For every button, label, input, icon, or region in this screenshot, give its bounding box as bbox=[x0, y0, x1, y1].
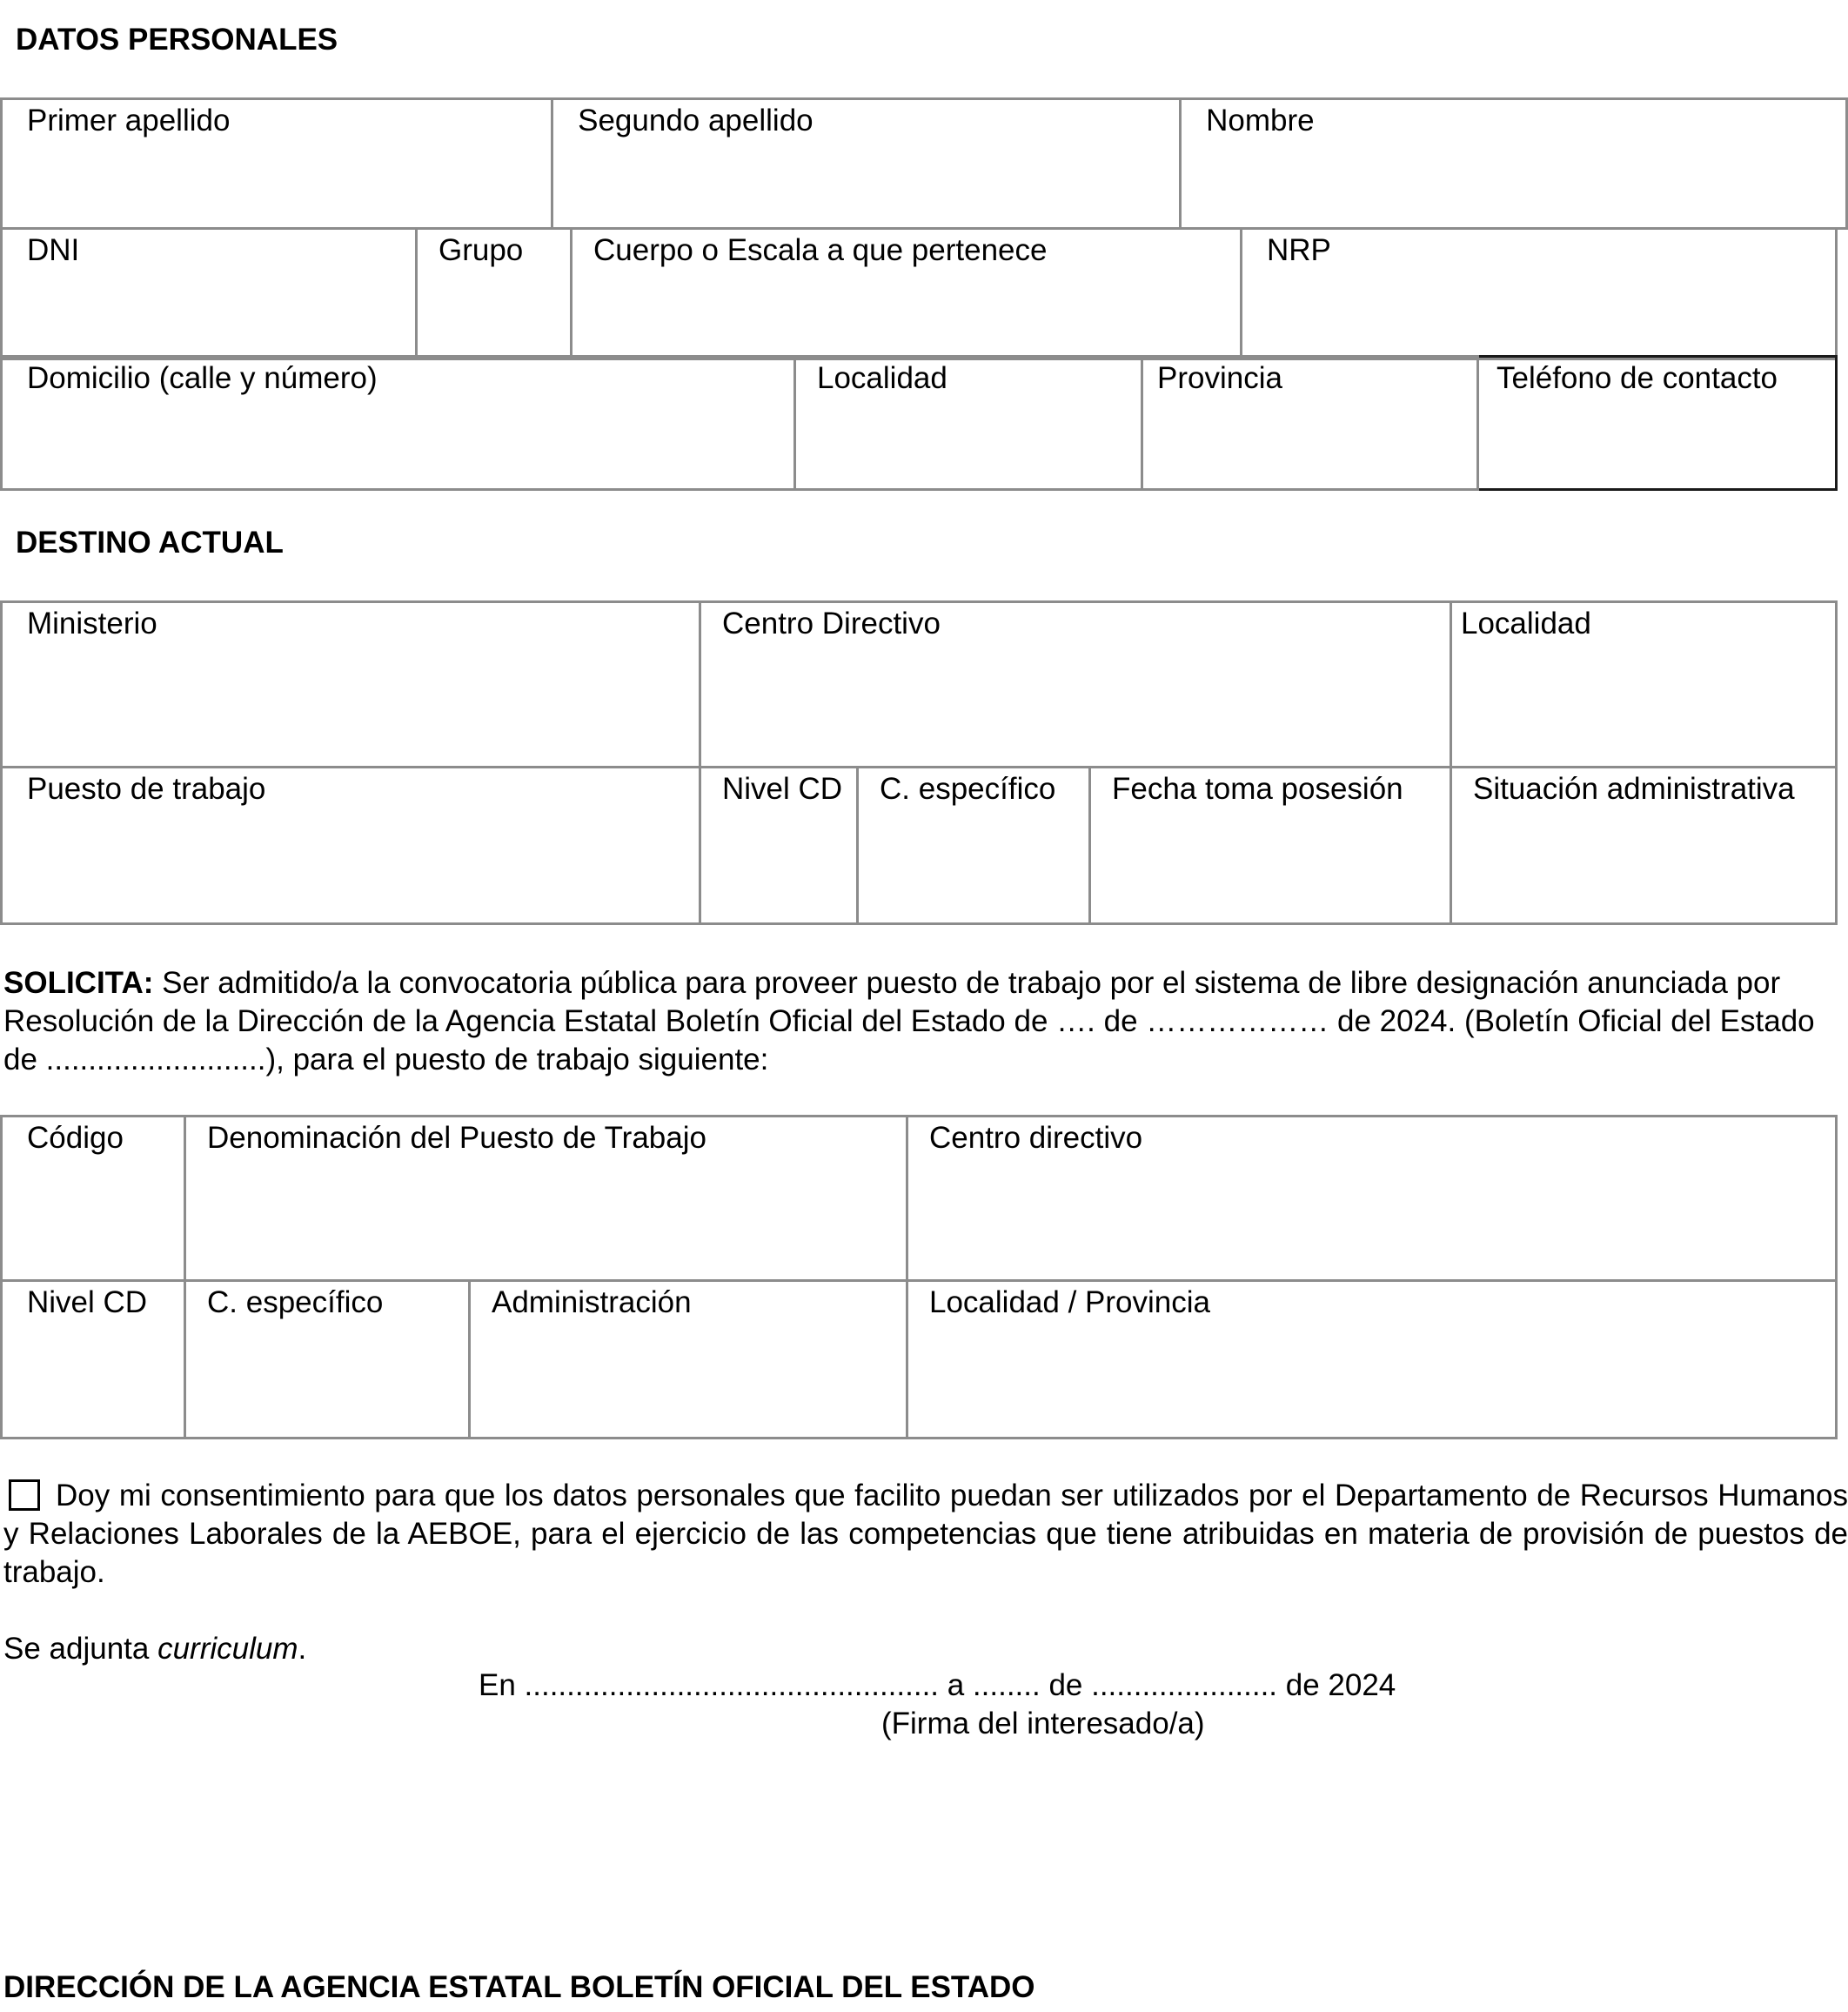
field-situacion[interactable] bbox=[1451, 768, 1837, 924]
label-primer-apellido: Primer apellido bbox=[27, 104, 231, 137]
label-nivel-cd: Nivel CD bbox=[722, 772, 843, 806]
label-centro-directivo: Centro Directivo bbox=[722, 607, 941, 640]
solicita-label: SOLICITA: bbox=[3, 966, 154, 1000]
attachment-line bbox=[3, 1630, 1848, 1668]
field-administracion[interactable] bbox=[470, 1281, 907, 1439]
field-grupo[interactable] bbox=[417, 229, 572, 359]
field-localidad-destino[interactable] bbox=[1451, 602, 1837, 768]
current-post-table bbox=[0, 600, 1838, 925]
label-situacion: Situación administrativa bbox=[1473, 772, 1795, 806]
label-c-especifico-puesto: C. específico bbox=[207, 1285, 384, 1319]
label-puesto-trabajo: Puesto de trabajo bbox=[27, 772, 266, 806]
personal-data-table bbox=[0, 97, 1848, 230]
field-segundo-apellido[interactable] bbox=[552, 99, 1181, 229]
field-primer-apellido[interactable] bbox=[2, 99, 552, 229]
label-centro-directivo-puesto: Centro directivo bbox=[929, 1121, 1143, 1155]
signature-place-date: En ................................................. a ........ de ...................... de 2024 bbox=[479, 1668, 1396, 1702]
field-nrp[interactable] bbox=[1242, 229, 1837, 359]
label-fecha-posesion: Fecha toma posesión bbox=[1112, 772, 1403, 806]
label-denominacion: Denominación del Puesto de Trabajo bbox=[207, 1121, 706, 1155]
label-nombre: Nombre bbox=[1206, 104, 1315, 137]
field-localidad[interactable] bbox=[795, 357, 1142, 490]
field-domicilio[interactable] bbox=[2, 357, 795, 490]
label-codigo: Código bbox=[27, 1121, 124, 1155]
label-ministerio: Ministerio bbox=[27, 607, 157, 640]
label-segundo-apellido: Segundo apellido bbox=[578, 104, 814, 137]
personal-data-table-row3 bbox=[0, 355, 1838, 491]
label-nivel-cd-puesto: Nivel CD bbox=[27, 1285, 148, 1319]
job-table bbox=[0, 1115, 1838, 1439]
label-telefono: Teléfono de contacto bbox=[1496, 361, 1778, 395]
field-centro-directivo-puesto[interactable] bbox=[907, 1117, 1837, 1281]
consent-paragraph bbox=[3, 1477, 1848, 1592]
field-centro-directivo[interactable] bbox=[700, 602, 1451, 768]
field-denominacion[interactable] bbox=[185, 1117, 907, 1281]
label-c-especifico: C. específico bbox=[880, 772, 1056, 806]
label-localidad-destino: Localidad bbox=[1461, 607, 1591, 640]
label-cuerpo: Cuerpo o Escala a que pertenece bbox=[593, 233, 1048, 267]
field-fecha-posesion[interactable] bbox=[1090, 768, 1451, 924]
label-localidad: Localidad bbox=[817, 361, 947, 395]
section-title-personal: DATOS PERSONALES bbox=[16, 23, 338, 57]
attachment-prefix: Se adjunta bbox=[3, 1632, 158, 1666]
solicita-paragraph bbox=[3, 964, 1848, 1079]
section-title-current: DESTINO ACTUAL bbox=[16, 526, 284, 560]
personal-data-table-row2 bbox=[0, 227, 1838, 360]
consent-checkbox[interactable] bbox=[9, 1479, 40, 1511]
field-telefono[interactable] bbox=[1478, 357, 1837, 490]
solicita-text: Ser admitido/a la convocatoria pública para proveer puesto de trabajo por el sistema de libre designación anunciada por Resolución de la Dirección de la Agencia Estatal Boletín Oficial del Estado de …. de ……………… de 2024. (Boletín Oficial del Estado de ..........................), para el puesto de trabajo siguiente: bbox=[3, 966, 1815, 1076]
field-nivel-cd-puesto[interactable] bbox=[2, 1281, 185, 1439]
signature-caption: (Firma del interesado/a) bbox=[881, 1707, 1205, 1740]
field-cuerpo[interactable] bbox=[572, 229, 1242, 359]
attachment-word: curriculum bbox=[157, 1632, 298, 1666]
field-provincia[interactable] bbox=[1142, 357, 1478, 490]
field-localidad-provincia[interactable] bbox=[907, 1281, 1837, 1439]
label-domicilio: Domicilio (calle y número) bbox=[27, 361, 378, 395]
field-c-especifico[interactable] bbox=[858, 768, 1090, 924]
label-grupo: Grupo bbox=[439, 233, 524, 267]
field-c-especifico-puesto[interactable] bbox=[185, 1281, 470, 1439]
field-dni[interactable] bbox=[2, 229, 417, 359]
consent-text: Doy mi consentimiento para que los datos personales que facilito puedan ser utilizados por el Departamento de Recursos Humanos y Relaciones Laborales de la AEBOE, para el ejercicio de las competencias que tiene atribuidas en materia de provisión de puestos de trabajo. bbox=[3, 1479, 1848, 1589]
label-localidad-provincia: Localidad / Provincia bbox=[929, 1285, 1210, 1319]
field-ministerio[interactable] bbox=[2, 602, 700, 768]
footer-addressee: DIRECCIÓN DE LA AGENCIA ESTATAL BOLETÍN OFICIAL DEL ESTADO bbox=[3, 1970, 1035, 2004]
field-nivel-cd[interactable] bbox=[700, 768, 858, 924]
label-dni: DNI bbox=[27, 233, 80, 267]
attachment-suffix: . bbox=[298, 1632, 307, 1666]
field-nombre[interactable] bbox=[1181, 99, 1847, 229]
label-administracion: Administración bbox=[492, 1285, 692, 1319]
field-puesto-trabajo[interactable] bbox=[2, 768, 700, 924]
field-codigo[interactable] bbox=[2, 1117, 185, 1281]
label-nrp: NRP bbox=[1267, 233, 1331, 267]
label-provincia: Provincia bbox=[1157, 361, 1282, 395]
